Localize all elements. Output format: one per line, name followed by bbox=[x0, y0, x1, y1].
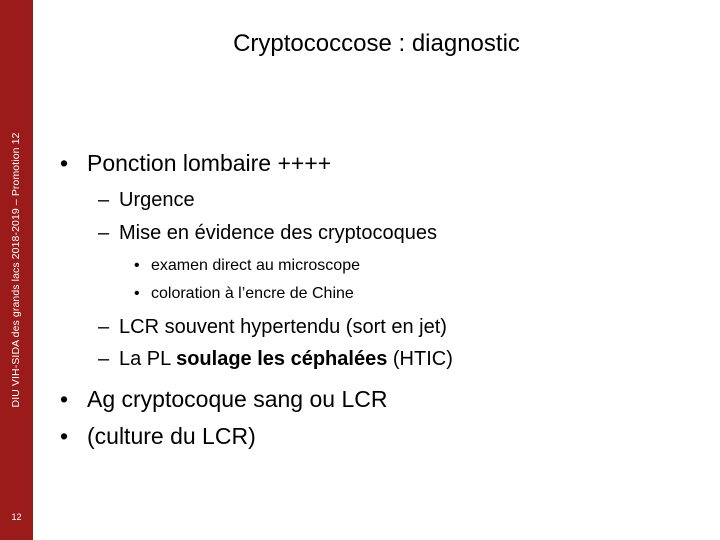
bullet-icon: • bbox=[134, 285, 140, 302]
bullet-text: Ponction lombaire ++++ bbox=[87, 150, 332, 176]
sub-item-urgence bbox=[98, 189, 195, 212]
dash-icon: – bbox=[98, 222, 110, 244]
page-number: 12 bbox=[11, 512, 22, 522]
subsub-item-coloration bbox=[134, 285, 354, 303]
sub-item-pl bbox=[98, 348, 453, 371]
bullet-text: Ag cryptocoque sang ou LCR bbox=[87, 386, 388, 412]
subsub-item-examen bbox=[134, 257, 360, 275]
sub-item-text: LCR souvent hypertendu (sort en jet) bbox=[119, 316, 447, 338]
bullet-culture bbox=[60, 423, 256, 450]
dash-icon: – bbox=[98, 316, 110, 338]
bullet-icon: • bbox=[60, 423, 69, 449]
subsub-item-text: coloration à l’encre de Chine bbox=[151, 285, 354, 302]
sub-item-mise-en-evidence bbox=[98, 222, 437, 245]
bullet-text: (culture du LCR) bbox=[87, 423, 256, 449]
bullet-ag-cryptocoque bbox=[60, 386, 387, 413]
sub-item-lcr bbox=[98, 316, 447, 339]
bullet-icon: • bbox=[60, 386, 69, 412]
subsub-item-text: examen direct au microscope bbox=[151, 257, 360, 274]
sub-item-text: Mise en évidence des cryptocoques bbox=[119, 222, 437, 244]
bullet-icon: • bbox=[134, 257, 140, 274]
sub-item-text: Urgence bbox=[119, 189, 195, 211]
sub-item-text-post: (HTIC) bbox=[387, 348, 453, 370]
sub-item-text-bold: soulage les céphalées bbox=[176, 348, 388, 370]
dash-icon: – bbox=[98, 348, 110, 370]
slide-title: Cryptococcose : diagnostic bbox=[233, 30, 520, 57]
dash-icon: – bbox=[98, 189, 110, 211]
bullet-ponction bbox=[60, 150, 331, 177]
bullet-icon: • bbox=[60, 150, 69, 176]
sub-item-text-pre: La PL bbox=[119, 348, 177, 370]
sidebar-caption: DIU VIH-SIDA des grands lacs 2018-2019 – Promotion 12 bbox=[10, 132, 22, 408]
